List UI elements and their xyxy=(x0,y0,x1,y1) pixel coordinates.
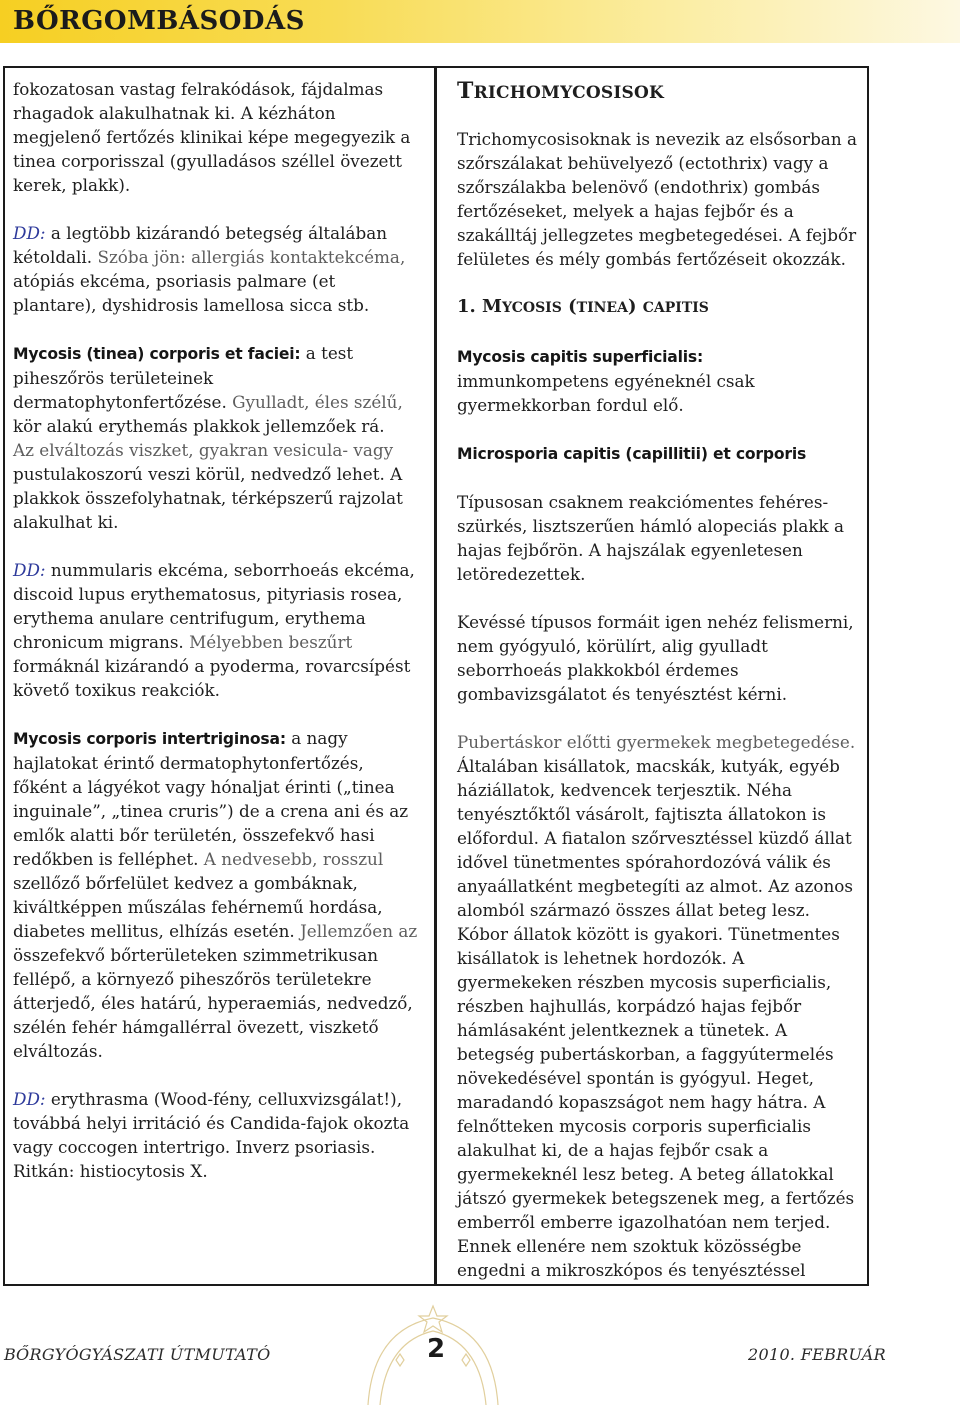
footer-publication: BŐRGYÓGYÁSZATI ÚTMUTATÓ xyxy=(4,1345,271,1364)
corporis-paragraph: Mycosis (tinea) corporis et faciei: a test piheszőrös területeinek dermatophytonfertőzése. Gyulladt, éles szélű, kör alakú erythemás plakkok jellemzőek rá. Az elváltozás viszket, gyakran vesicula- vagy pustulakoszorú veszi körül, nedvedző lehet. A plakkok összefolyhatnak, térképszerű rajzolat alakulhat ki. xyxy=(13,343,403,532)
page-number: 2 xyxy=(426,1334,446,1364)
page-title: BŐRGOMBÁSODÁS xyxy=(13,6,305,36)
section-title-trichomycosisok: TRICHOMYCOSISOK xyxy=(457,78,664,104)
column-divider xyxy=(434,66,437,1286)
dd-paragraph-2: DD: nummularis ekcéma, seborrhoeás ekcéma, discoid lupus erythematosus, pityriasis rosea, erythema anulare centrifugum, erythema chronicum migrans. Mélyebben beszűrt formáknál kizárandó a pyoderma, rovarcsípést követő toxikus reakciók. xyxy=(13,560,415,700)
paragraph-intro: fokozatosan vastag felrakódások, fájdalmas rhagadok alakulhatnak ki. A kézháton megjelenő fertőzés klinikai képe megegyezik a tinea corporisszal (gyulladásos széllel övezett kerek, plakk). xyxy=(13,79,411,195)
term-corporis: Mycosis (tinea) corporis et faciei: xyxy=(13,345,301,363)
dd-label: DD: xyxy=(13,1089,46,1109)
dd-label: DD: xyxy=(13,560,46,580)
intro-paragraph: Trichomycosisoknak is nevezik az elsősorban a szőrszálakat behüvelyező (ectothrix) vagy a szőrszálakba belenövő (endothrix) gombás fertőzéseket, melyek a hajas fejbőr és a szakálltáj jellegzetes megbetegedései. A fejbőr felületes és mély gombás fertőzéseit okozzák. xyxy=(457,129,857,269)
atypical-paragraph: Kevéssé típusos formáit igen nehéz felismerni, nem gyógyuló, körülírt, alig gyulladt seborrhoeás plakkokból érdemes gombavizsgálatot és tenyésztést kérni. xyxy=(457,612,854,704)
term-superficialis: Mycosis capitis superficialis: xyxy=(457,348,704,366)
dd-paragraph-3: DD: erythrasma (Wood-fény, celluxvizsgálat!), továbbá helyi irritáció és Candida-fajok okozta vagy coccogen intertrigo. Inverz psoriasis. Ritkán: histiocytosis X. xyxy=(13,1089,410,1181)
typical-paragraph: Típusosan csaknem reakciómentes fehéres- szürkés, lisztszerűen hámló alopeciás plakk a hajas fejbőrön. A hajszálak egyenletesen letöredezettek. xyxy=(457,492,845,584)
header-band xyxy=(0,0,960,43)
term-intertriginosa: Mycosis corporis intertriginosa: xyxy=(13,730,286,748)
subsection-title-mycosis-capitis: 1. MYCOSIS (TINEA) CAPITIS xyxy=(457,296,709,317)
microsporia-heading: Microsporia capitis (capillitii) et corporis xyxy=(457,445,807,463)
footer-date: 2010. FEBRUÁR xyxy=(748,1345,886,1364)
long-paragraph: Pubertáskor előtti gyermekek megbetegedése. Általában kisállatok, macskák, kutyák, egyéb háziállatok, kedvencek terjesztik. Néha tenyésztőktől vásárolt, fajtiszta állatokon is előfordul. A fiatalon szőrvesztéssel küzdő állat idővel tünetmentes spórahordozóvá válik és anyaállatként megbetegíti az almot. Az azonos alomból származó összes állat beteg lesz. Kóbor állatok között is gyakori. Tünetmentes kisállatok is lehetnek hordozók. A gyermekeken részben mycosis superficialis, részben hajhullás, korpádzó hajas fejbőr hámlásaként jelentkeznek a tünetek. A betegség pubertáskorban, a faggyútermelés növekedésével spontán is gyógyul. Heget, maradandó kopaszságot nem hagy hátra. A felnőtteken mycosis corporis superficialis alakulhat ki, de a hajas fejbőr csak a gyermekeknél lesz beteg. A beteg állatokkal játszó gyermekek betegszenek meg, a fertőzés emberről emberre igazolhatóan nem terjed. Ennek ellenére nem szoktuk közösségbe engedni a mikroszkópos és tenyésztéssel xyxy=(457,732,856,1280)
dd-paragraph-1: DD: a legtöbb kizárandó betegség általában kétoldali. Szóba jön: allergiás kontaktekcéma, atópiás ekcéma, psoriasis palmare (et plantare), dyshidrosis lamellosa sicca stb. xyxy=(13,223,406,315)
superficialis-paragraph: Mycosis capitis superficialis: immunkompetens egyéneknél csak gyermekkorban fordul elő. xyxy=(457,348,755,415)
dd-label: DD: xyxy=(13,223,46,243)
left-column xyxy=(13,77,421,1207)
right-column xyxy=(457,77,863,1306)
intertriginosa-paragraph: Mycosis corporis intertriginosa: a nagy hajlatokat érintő dermatophytonfertőzés, főként a lágyékot vagy hónaljat érinti („tinea inguinale”, „tinea cruris”) de a crena ani és az emlők alatti bőr területén, összefekvő hasi redőkben is felléphet. A nedvesebb, rosszul szellőző bőrfelület kedvez a gombáknak, kiváltképpen műszálas fehérnemű hordása, diabetes mellitus, elhízás esetén. Jellemzően az összefekvő bőrterületeken szimmetrikusan fellépő, a környező piheszőrös területekre átterjedő, éles határú, hyperaemiás, nedvedző, szélén fehér hámgallérral övezett, viszkető elváltozás. xyxy=(13,728,418,1061)
